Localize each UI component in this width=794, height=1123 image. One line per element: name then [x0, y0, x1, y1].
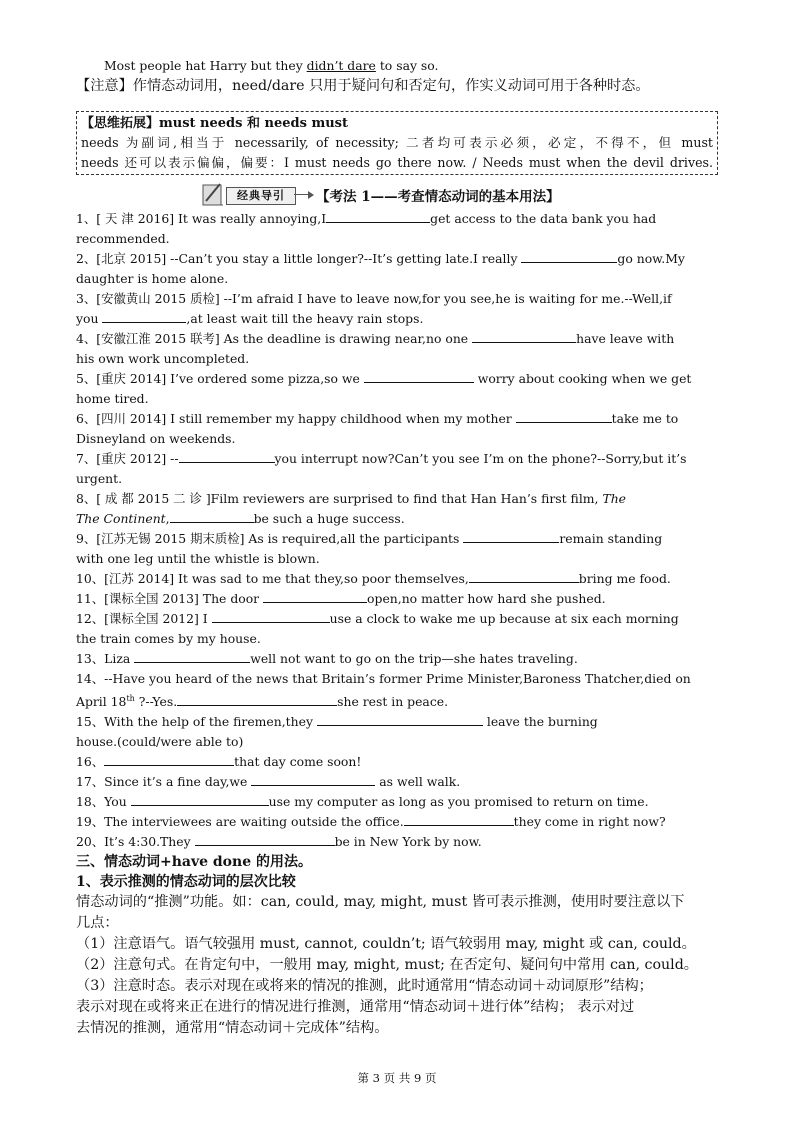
- question-15: 15、With the help of the firemen,they leave the burning: [76, 714, 598, 730]
- question-4: 4、[安徽江淮 2015 联考] As the deadline is drawing near,no one have leave with: [76, 331, 675, 346]
- question-2-cont: daughter is home alone.: [76, 271, 229, 286]
- subsection-heading: 1、表示推测的情态动词的层次比较: [76, 874, 296, 891]
- answer-blank[interactable]: [212, 609, 330, 623]
- question-8: 8、[ 成 都 2015 二 诊 ]Film reviewers are surprised to find that Han Han’s first film, The: [76, 491, 627, 506]
- box-line-1: needs 为副词,相当于 necessarily, of necessity; 二者均可表示必须，必定，不得不，但 must: [81, 135, 713, 150]
- question-3-cont: you ,at least wait till the heavy rain stops.: [76, 311, 424, 326]
- question-10: 10、[江苏 2014] It was sad to me that they,so poor themselves, bring me food.: [76, 571, 671, 586]
- question-16: 16、 that day come soon!: [76, 754, 362, 770]
- answer-blank[interactable]: [472, 329, 576, 343]
- page-content: [76, 56, 718, 1039]
- question-9: 9、[江苏无锡 2015 期末质检] As is required,all the participants remain standing: [76, 531, 663, 546]
- question-13: 13、Liza well not want to go on the trip—she hates traveling.: [76, 651, 578, 666]
- answer-blank[interactable]: [521, 249, 617, 263]
- answer-blank[interactable]: [364, 369, 474, 383]
- answer-blank[interactable]: [469, 569, 579, 583]
- question-9-cont: with one leg until the whistle is blown.: [76, 551, 320, 566]
- answer-blank[interactable]: [179, 449, 275, 463]
- paragraph-1: 情态动词的“推测”功能。如：can, could, may, might, must 皆可表示推测，使用时要注意以下: [76, 894, 685, 911]
- question-7: 7、[重庆 2012] -- you interrupt now?Can’t you see I’m on the phone?--Sorry,but it’s: [76, 451, 687, 466]
- section-heading: 三、情态动词+have done 的用法。: [76, 854, 312, 871]
- classic-guide-tag: 经典导引: [226, 187, 296, 205]
- question-14-cont: April 18th ?--Yes. she rest in peace.: [76, 694, 449, 710]
- answer-blank[interactable]: [177, 692, 337, 706]
- question-5-cont: home tired.: [76, 391, 149, 406]
- question-19: 19、The interviewees are waiting outside the office. they come in right now?: [76, 814, 666, 830]
- note-paragraph: 【注意】作情态动词用，need/dare 只用于疑问句和否定句，作实义动词可用于各种时态。: [76, 78, 650, 94]
- page-footer: 第 3 页 共 9 页: [357, 1071, 437, 1085]
- question-1-cont: recommended.: [76, 231, 170, 246]
- answer-blank[interactable]: [131, 792, 269, 806]
- question-6: 6、[四川 2014] I still remember my happy childhood when my mother take me to: [76, 411, 679, 426]
- section-banner: [76, 181, 718, 209]
- example-sentence: [76, 56, 718, 76]
- example-text: Most people hat Harry but they: [104, 58, 307, 73]
- question-11: 11、[课标全国 2013] The door open,no matter how hard she pushed.: [76, 591, 606, 606]
- answer-blank[interactable]: [404, 812, 514, 826]
- point-1: （1）注意语气。语气较强用 must, cannot, couldn’t; 语气较弱用 may, might 或 can, could。: [76, 936, 696, 953]
- answer-blank[interactable]: [463, 529, 559, 543]
- question-20: 20、It’s 4:30.They be in New York by now.: [76, 834, 482, 850]
- example-text-end: to say so.: [375, 58, 439, 73]
- question-6-cont: Disneyland on weekends.: [76, 431, 236, 446]
- question-2: 2、[北京 2015] --Can’t you stay a little longer?--It’s getting late.I really go now.My: [76, 251, 685, 266]
- answer-blank[interactable]: [263, 589, 367, 603]
- question-14: 14、--Have you heard of the news that Britain’s former Prime Minister,Baroness Thatcher,died on: [76, 671, 691, 686]
- question-18: 18、You use my computer as long as you promised to return on time.: [76, 794, 649, 810]
- question-3: 3、[安徽黄山 2015 质检] --I’m afraid I have to leave now,for you see,he is waiting for me.--Well,if: [76, 291, 672, 306]
- question-15-cont: house.(could/were able to): [76, 734, 244, 750]
- answer-blank[interactable]: [134, 649, 250, 663]
- thinking-extension-box: [76, 111, 718, 175]
- question-4-cont: his own work uncompleted.: [76, 351, 250, 366]
- example-underlined: didn’t dare: [306, 58, 376, 73]
- banner-title: 【考法 1——考查情态动词的基本用法】: [316, 189, 560, 205]
- box-line-2: needs 还可以表示偏偏，偏要：I must needs go there now. / Needs must when the devil drives.: [81, 155, 713, 170]
- arrow-right-icon: [294, 194, 312, 195]
- answer-blank[interactable]: [104, 752, 234, 766]
- question-8-cont: The Continent, be such a huge success.: [76, 511, 405, 526]
- question-17: 17、Since it’s a fine day,we as well walk.: [76, 774, 461, 790]
- box-title: 【思维拓展】must needs 和 needs must: [81, 116, 348, 131]
- answer-blank[interactable]: [317, 712, 483, 726]
- questions-list: [76, 209, 718, 852]
- question-7-cont: urgent.: [76, 471, 123, 486]
- point-3: （3）注意时态。表示对现在或将来的情况的推测，此时通常用“情态动词＋动词原形”结构；: [76, 978, 653, 995]
- answer-blank[interactable]: [516, 409, 612, 423]
- answer-blank[interactable]: [195, 832, 335, 846]
- point-2: （2）注意句式。在肯定句中，一般用 may, might, must; 在否定句、疑问句中常用 can, could。: [76, 957, 698, 974]
- question-12: 12、[课标全国 2012] I use a clock to wake me up because at six each morning: [76, 611, 679, 626]
- answer-blank[interactable]: [251, 772, 375, 786]
- question-12-cont: the train comes by my house.: [76, 631, 261, 646]
- answer-blank[interactable]: [102, 309, 186, 323]
- paragraph-1-cont: 几点：: [76, 915, 119, 932]
- book-icon: [200, 181, 226, 207]
- answer-blank[interactable]: [326, 209, 430, 223]
- answer-blank[interactable]: [170, 509, 254, 523]
- question-5: 5、[重庆 2014] I’ve ordered some pizza,so we worry about cooking when we get: [76, 371, 692, 386]
- point-3-cont: 表示对现在或将来正在进行的情况进行推测，通常用“情态动词＋进行体”结构； 表示对过: [76, 999, 635, 1016]
- point-3-cont-2: 去情况的推测，通常用“情态动词＋完成体”结构。: [76, 1020, 389, 1037]
- question-1: 1、[ 天 津 2016] It was really annoying,I get access to the data bank you had: [76, 211, 657, 226]
